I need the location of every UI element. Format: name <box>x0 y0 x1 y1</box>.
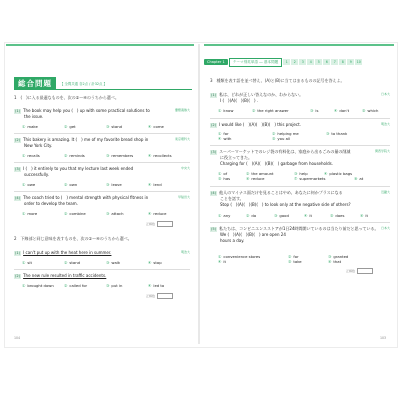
option[interactable]: walk <box>111 260 121 265</box>
question-text: 私は、どれが正しい答えなのか、わからない。 <box>219 92 304 97</box>
school-label: 関西学院大 <box>374 149 390 153</box>
option[interactable]: for <box>223 131 229 136</box>
question-text: The new rule resulted in traffic accidents. <box>23 273 107 278</box>
option[interactable]: make <box>27 124 38 129</box>
option[interactable]: it <box>309 213 312 218</box>
option[interactable]: more <box>27 211 38 216</box>
option[interactable]: sit <box>27 260 32 265</box>
option[interactable]: combine <box>69 211 86 216</box>
options-3-1: ① know ② the right answer ③ is ④ don't ⑤ which <box>218 108 379 113</box>
option[interactable]: called for <box>69 283 88 288</box>
tab-1[interactable]: 1 <box>283 59 290 65</box>
question-text: The coach tried to ( ) mental strength with physical fitness in <box>23 195 149 200</box>
question-text-cont: New York City. <box>24 143 53 149</box>
school-label: 明治大 <box>380 122 390 126</box>
option[interactable]: convenience stores <box>223 254 261 259</box>
options-1-2: ① recalls ② reminds ③ remembers ④ recollects <box>22 153 172 158</box>
option[interactable]: put in <box>111 283 123 288</box>
question-text: The book may help you ( ) up with some practical solutions to <box>23 108 150 113</box>
score-label: 正解数 <box>146 221 156 226</box>
question-number: (2) <box>211 123 217 127</box>
question-text: I ( ) it entirely to you that my lecture last week ended <box>23 166 134 171</box>
question-1-2 <box>14 137 190 149</box>
right-instruction: 3 種類を表す語を並べ替え、(A)と(B)に当てはまるものの記号を答えよ。 <box>210 78 345 83</box>
question-text: スーパーマーケットでのレジ袋の有料化は、家庭から出るごみの量の削減 <box>219 149 351 154</box>
question-text: 他人のマイナス面だけを見ることはやめ、あなたに何かプラスになる <box>219 190 343 195</box>
left-page-number: 104 <box>14 336 21 340</box>
option[interactable]: reduce <box>251 176 265 181</box>
question-2-2 <box>14 273 190 279</box>
question-2-1 <box>14 250 190 256</box>
tab-6[interactable]: 6 <box>323 59 330 65</box>
question-number: (3) <box>211 150 217 154</box>
option[interactable]: recollects <box>153 153 172 158</box>
option[interactable]: come <box>153 124 164 129</box>
option[interactable]: supermarkets <box>299 176 326 181</box>
question-text: 私たちは、コンビニエンスストアが1日24時間開いているのは当たり前だと思っている。 <box>219 226 379 231</box>
question-number: (1) <box>211 93 217 97</box>
tab-9[interactable]: 9 <box>347 59 354 65</box>
tab-8[interactable]: 8 <box>339 59 346 65</box>
options-1-3: ① owe ② own ③ leave ④ lend <box>22 182 162 187</box>
options-1-1: ① make ② get ③ stand ④ come <box>22 124 164 129</box>
tab-10[interactable]: 10 <box>356 60 361 64</box>
divider <box>210 145 390 146</box>
option[interactable]: reminds <box>69 153 85 158</box>
school-label: 日本大 <box>380 226 390 230</box>
option[interactable]: brought down <box>27 283 54 288</box>
question-1-4 <box>14 195 190 207</box>
left-instruction-2: 2 下線部と同じ意味を表すものを、次の①〜④のうちから選べ。 <box>14 236 132 241</box>
options-3-5: ① convenience stores ② for ③ granted ④ it ⑤ take ⑥ that <box>218 254 349 264</box>
tab-5[interactable]: 5 <box>315 59 322 65</box>
option[interactable]: stop <box>153 260 162 265</box>
option[interactable]: it <box>223 259 226 264</box>
option[interactable]: with <box>223 136 232 141</box>
option[interactable]: is <box>315 108 319 113</box>
question-number: (3) <box>15 167 21 171</box>
score-box <box>146 221 173 227</box>
divider <box>210 222 390 223</box>
score-input[interactable] <box>157 293 173 299</box>
right-page-number: 103 <box>380 336 387 340</box>
option[interactable]: lend <box>153 182 162 187</box>
option[interactable]: owe <box>27 182 36 187</box>
option[interactable]: leave <box>111 182 122 187</box>
options-1-4: ① more ② combine ③ attach ④ reduce <box>22 211 167 216</box>
option[interactable]: don't <box>339 108 350 113</box>
question-blank-line: Stop ( )(A)( )(B)( ) to look only at the negative side of others? <box>220 201 351 207</box>
options-3-4: ① any ② do ③ good ④ it ⑤ does ⑥ it <box>218 213 368 218</box>
score-box <box>346 268 373 274</box>
question-1-1 <box>14 108 190 120</box>
option[interactable]: it <box>365 213 368 218</box>
option[interactable]: has <box>223 176 231 181</box>
options-3-3: ① of ② the amount ③ help ④ plastic bags ⑤ has ⑥ reduce ⑦ supermarkets ⑧ at <box>218 171 364 181</box>
options-2-1: ① sit ② stand ③ walk ④ stop <box>22 260 162 265</box>
option[interactable]: for <box>293 254 299 259</box>
tab-2[interactable]: 2 <box>291 59 298 65</box>
score-box <box>146 293 173 299</box>
question-blank-line: I ( )(A)( )(B)( ) . <box>220 98 259 104</box>
score-label: 正解数 <box>146 293 156 298</box>
gutter <box>198 44 200 344</box>
option[interactable]: reduce <box>153 211 167 216</box>
question-1-3 <box>14 166 190 178</box>
tab-4[interactable]: 4 <box>307 59 314 65</box>
divider <box>14 191 190 192</box>
question-3-5 <box>210 226 390 243</box>
question-text-cont: successfully. <box>24 172 49 178</box>
option[interactable]: plastic bags <box>329 171 353 176</box>
option[interactable]: help <box>299 171 308 176</box>
question-text: I would like ( )(A)( )(B)( ) this project. <box>219 122 301 127</box>
question-number: (4) <box>15 196 21 200</box>
score-input[interactable] <box>157 221 173 227</box>
question-blank-line: Charging for ( )(A)( )(B)( ) garbage from households. <box>220 160 334 166</box>
divider <box>14 133 190 134</box>
option[interactable]: good <box>279 213 289 218</box>
question-text-cont: hours a day. <box>220 237 245 243</box>
question-number: (2) <box>15 274 21 278</box>
question-text-cont: the issue. <box>24 114 44 120</box>
question-text: This bakery is amazing. It ( ) me of my favorite bread shop in <box>23 137 149 142</box>
option[interactable]: led to <box>153 283 165 288</box>
option[interactable]: remembers <box>111 153 134 158</box>
chapter-title: テーマ別英単語 ― 基本問題 <box>229 58 282 67</box>
question-text-cont: に役立ってきた。 <box>220 155 252 161</box>
school-label: 明治大 <box>180 250 190 254</box>
question-3-3 <box>210 149 390 166</box>
question-3-1 <box>210 92 390 104</box>
divider <box>210 118 390 119</box>
tab-3[interactable]: 3 <box>299 59 306 65</box>
question-number: (1) <box>15 251 21 255</box>
school-label: 東京理科大 <box>174 137 190 141</box>
divider <box>14 162 190 163</box>
school-label: 日本大 <box>380 92 390 96</box>
divider <box>14 269 190 270</box>
score-label: 正解数 <box>346 268 356 273</box>
question-3-2 <box>210 122 390 128</box>
options-3-2: ① for ② helping me ③ to thank ④ with ⑤ you all <box>218 131 348 141</box>
option[interactable]: at <box>359 176 364 181</box>
option[interactable]: stand <box>111 124 123 129</box>
option[interactable]: attach <box>111 211 124 216</box>
option[interactable]: that <box>333 259 342 264</box>
chapter-badge: Chapter 1 <box>204 59 228 65</box>
question-blank-line: We ( )(A)( )(B)( ) are open 24 <box>220 232 286 238</box>
question-text: I can't put up with the heat here in summer. <box>23 250 112 255</box>
option[interactable]: to thank <box>331 131 348 136</box>
school-label: 慶應義塾大 <box>174 108 190 112</box>
chapter-tab-bar <box>204 58 362 66</box>
option[interactable]: you all <box>277 136 291 141</box>
divider <box>210 186 390 187</box>
school-label: 中央大 <box>180 166 190 170</box>
option[interactable]: get <box>69 124 76 129</box>
section-title-underline <box>14 89 192 90</box>
school-label: 早稲田大 <box>177 195 190 199</box>
left-instruction-1: 1 ( )に入る最適なものを、次の①〜④のうちから選べ。 <box>14 95 119 100</box>
question-number: (4) <box>211 191 217 195</box>
option[interactable]: helping me <box>277 131 299 136</box>
option[interactable]: do <box>251 213 257 218</box>
option[interactable]: recalls <box>27 153 40 158</box>
options-2-2: ① brought down ② called for ③ put in ④ led to <box>22 283 165 288</box>
option[interactable]: which <box>367 108 379 113</box>
option[interactable]: granted <box>333 254 349 259</box>
tab-7[interactable]: 7 <box>331 59 338 65</box>
school-label: 近畿大 <box>380 190 390 194</box>
question-text-cont: order to develop the team. <box>24 201 78 207</box>
section-header <box>14 78 107 89</box>
option[interactable]: the amount <box>251 171 274 176</box>
option[interactable]: does <box>335 213 345 218</box>
option[interactable]: any <box>223 213 231 218</box>
question-number: (5) <box>211 227 217 231</box>
option[interactable]: stand <box>69 260 81 265</box>
option[interactable]: own <box>69 182 78 187</box>
option[interactable]: know <box>223 108 234 113</box>
option[interactable]: of <box>223 171 228 176</box>
option[interactable]: the right answer <box>257 108 289 113</box>
section-note: 【 全問共通 各2点 / 計32点 】 <box>60 82 107 86</box>
option[interactable]: take <box>293 259 302 264</box>
score-input[interactable] <box>357 268 373 274</box>
question-number: (1) <box>15 109 21 113</box>
question-3-4 <box>210 190 390 207</box>
question-text-cont: ことを話す。 <box>220 196 244 202</box>
question-number: (2) <box>15 138 21 142</box>
section-title: 総合問題 <box>14 77 56 90</box>
